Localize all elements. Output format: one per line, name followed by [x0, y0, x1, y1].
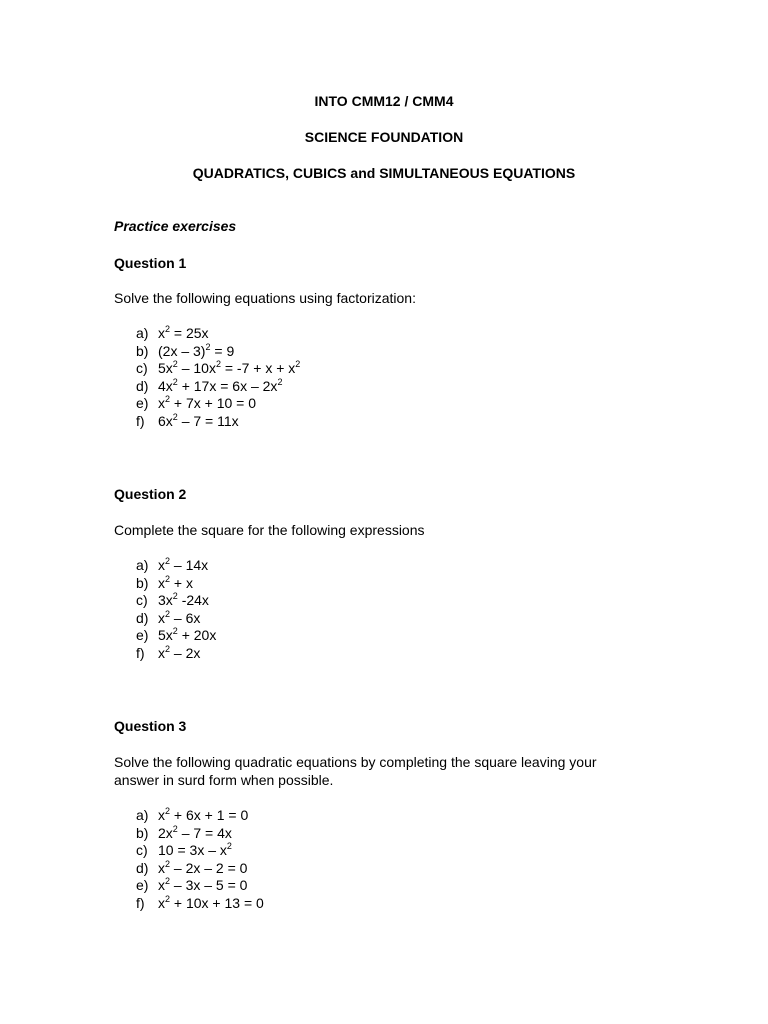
exercise-label: e) [136, 395, 149, 412]
exponent: 2 [165, 643, 171, 654]
exercise-expression [158, 395, 256, 411]
expression-text: + x [170, 574, 193, 591]
expression-text: (2x – 3) [158, 342, 206, 359]
exercise-label: f) [136, 412, 145, 429]
exercise-label: e) [136, 627, 149, 644]
exponent: 2 [165, 608, 171, 619]
exponent: 2 [165, 394, 171, 405]
exercise-label: a) [136, 325, 149, 341]
exercise-item [136, 877, 264, 895]
exponent: 2 [172, 591, 178, 602]
expression-text: – 2x – 2 = 0 [170, 859, 248, 876]
question-1-instruction: Solve the following equations using factorization: [114, 290, 416, 306]
exponent: 2 [295, 359, 301, 370]
question-2-instruction: Complete the square for the following expressions [114, 522, 425, 538]
exercise-label: d) [136, 609, 149, 626]
expression-text: -24x [177, 592, 209, 609]
exercise-expression [158, 825, 232, 841]
exponent: 2 [172, 626, 178, 637]
header-course-code: INTO CMM12 / CMM4 [314, 93, 454, 109]
expression-text: x [158, 859, 165, 876]
exponent: 2 [277, 376, 283, 387]
exponent: 2 [205, 341, 211, 352]
exercise-expression [158, 413, 239, 429]
expression-text: 4x [158, 377, 173, 394]
exercise-item [136, 575, 216, 593]
expression-text: + 7x + 10 = 0 [170, 395, 257, 412]
exponent: 2 [165, 573, 171, 584]
expression-text: – 7 = 11x [177, 412, 239, 429]
exponent: 2 [165, 556, 171, 566]
expression-text: x [158, 894, 165, 911]
exponent: 2 [172, 359, 178, 370]
question-3-title: Question 3 [114, 718, 187, 734]
expression-text: + 17x = 6x – 2x [177, 377, 278, 394]
exercise-expression [158, 325, 209, 341]
exercise-item [136, 378, 300, 396]
exercise-label: a) [136, 807, 149, 823]
question-1-title: Question 1 [114, 255, 187, 271]
exponent: 2 [215, 359, 221, 370]
exercise-label: f) [136, 644, 145, 661]
exponent: 2 [172, 411, 178, 422]
expression-text: + 10x + 13 = 0 [170, 894, 264, 911]
exercise-item [136, 610, 216, 628]
exercise-label: b) [136, 824, 149, 841]
exponent: 2 [226, 841, 232, 852]
exercise-label: d) [136, 859, 149, 876]
exercise-item [136, 807, 264, 825]
expression-text: x [158, 807, 165, 823]
expression-text: + 6x + 1 = 0 [170, 807, 249, 823]
exercise-label: d) [136, 377, 149, 394]
expression-text: – 3x – 5 = 0 [170, 877, 248, 894]
expression-text: x [158, 574, 165, 591]
exercise-item [136, 592, 216, 610]
exercise-expression [158, 807, 248, 823]
section-title: Practice exercises [114, 218, 237, 234]
expression-text: x [158, 395, 165, 412]
expression-text: x [158, 644, 165, 661]
exercise-label: e) [136, 877, 149, 894]
expression-text: + 20x [177, 627, 217, 644]
expression-text: x [158, 325, 165, 341]
exercise-item [136, 360, 300, 378]
exercise-item [136, 325, 300, 343]
exercise-expression [158, 557, 208, 573]
exercise-item [136, 860, 264, 878]
exercise-expression [158, 877, 247, 893]
expression-text: x [158, 877, 165, 894]
exercise-label: a) [136, 557, 149, 573]
exponent: 2 [165, 858, 171, 869]
exercise-expression [158, 592, 209, 608]
exercise-item [136, 825, 264, 843]
exponent: 2 [165, 806, 171, 816]
exercise-label: c) [136, 592, 148, 609]
expression-text: 5x [158, 627, 173, 644]
expression-text: 5x [158, 360, 173, 377]
expression-text: x [158, 609, 165, 626]
exercise-expression [158, 343, 234, 359]
exercise-label: b) [136, 342, 149, 359]
exercise-item [136, 343, 300, 361]
header-programme: SCIENCE FOUNDATION [304, 129, 464, 145]
question-3-instruction: Solve the following quadratic equations by completing the square leaving your [114, 754, 597, 770]
expression-text: x [158, 557, 165, 573]
exercise-expression [158, 627, 216, 643]
exercise-expression [158, 842, 232, 858]
exponent: 2 [165, 324, 171, 334]
expression-text: 10 = 3x – x [158, 842, 227, 859]
expression-text: – 10x [177, 360, 216, 377]
exercise-expression [158, 860, 247, 876]
expression-text: – 7 = 4x [177, 824, 232, 841]
expression-text: 6x [158, 412, 173, 429]
exercise-label: f) [136, 894, 145, 911]
exercise-item [136, 645, 216, 663]
exponent: 2 [172, 376, 178, 387]
exercise-label: c) [136, 360, 148, 377]
header-topic-title: QUADRATICS, CUBICS and SIMULTANEOUS EQUATIONS [192, 165, 576, 181]
exercise-expression [158, 360, 300, 376]
exercise-label: b) [136, 574, 149, 591]
expression-text: – 6x [170, 609, 201, 626]
exercise-item [136, 395, 300, 413]
expression-text: 3x [158, 592, 173, 609]
expression-text: – 14x [170, 557, 209, 573]
exercise-expression [158, 575, 193, 591]
question-1-list [136, 325, 300, 431]
exercise-item [136, 895, 264, 913]
exercise-expression [158, 645, 200, 661]
exercise-item [136, 413, 300, 431]
question-2-title: Question 2 [114, 486, 187, 502]
question-3-instruction-line-2: answer in surd form when possible. [114, 772, 334, 788]
exercise-expression [158, 378, 282, 394]
exercise-item [136, 627, 216, 645]
exponent: 2 [165, 893, 171, 904]
expression-text: = 25x [170, 325, 209, 341]
exponent: 2 [172, 823, 178, 834]
exercise-expression [158, 610, 200, 626]
question-2-list [136, 557, 216, 663]
expression-text: 2x [158, 824, 173, 841]
expression-text: – 2x [170, 644, 201, 661]
exercise-item [136, 557, 216, 575]
exercise-expression [158, 895, 264, 911]
exponent: 2 [165, 876, 171, 887]
expression-text: = -7 + x + x [220, 360, 296, 377]
exercise-label: c) [136, 842, 148, 859]
question-3-list [136, 807, 264, 913]
exercise-item [136, 842, 264, 860]
expression-text: = 9 [210, 342, 235, 359]
